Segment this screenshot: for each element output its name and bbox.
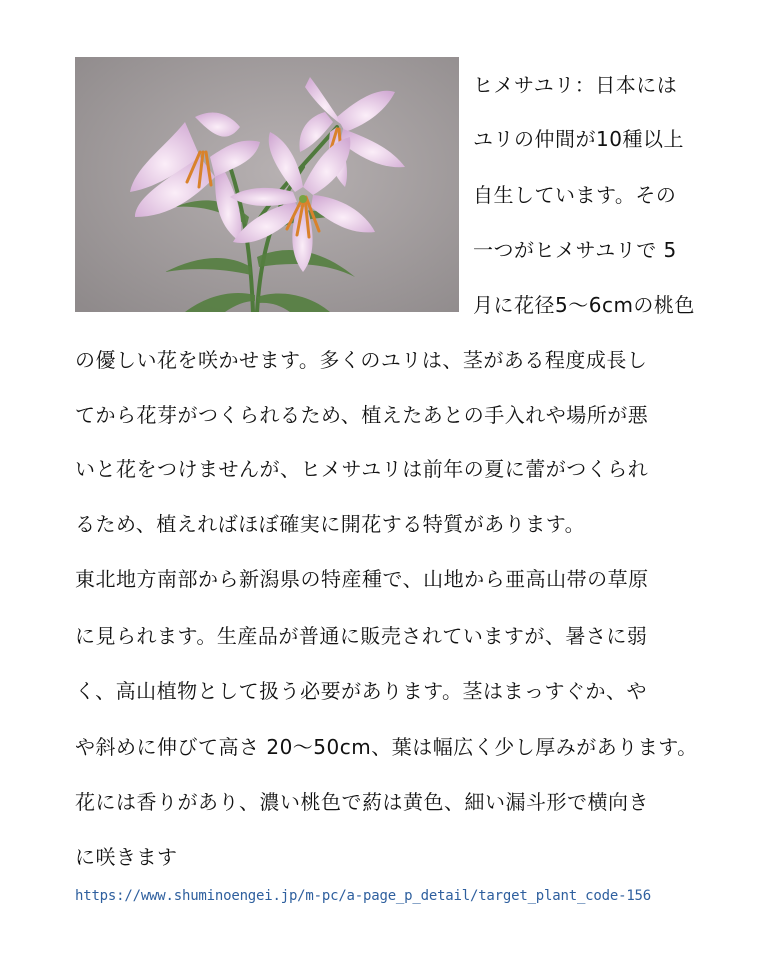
intro-line: ユリの仲間が10種以上: [473, 127, 684, 151]
body-line: いと花をつけませんが、ヒメサユリは前年の夏に蕾がつくられ: [75, 457, 649, 481]
body-line: の優しい花を咲かせます。多くのユリは、茎がある程度成長し: [75, 348, 648, 372]
body-line: や斜めに伸びて高さ 20～50cm、葉は幅広く少し厚みがあります。: [75, 735, 698, 759]
intro-line: 月に花径5～6cmの桃色: [473, 293, 695, 317]
intro-line: 一つがヒメサユリで 5: [473, 238, 677, 262]
body-line: るため、植えればほぼ確実に開花する特質があります。: [75, 512, 586, 536]
lily-photo: [75, 57, 459, 312]
body-line: に咲きます: [75, 845, 178, 869]
body-line: に見られます。生産品が普通に販売されていますが、暑さに弱: [75, 624, 648, 648]
body-line: てから花芽がつくられるため、植えたあとの手入れや場所が悪: [75, 403, 649, 427]
body-line: 東北地方南部から新潟県の特産種で、山地から亜高山帯の草原: [75, 567, 649, 591]
intro-line: 自生しています。その: [473, 183, 677, 207]
body-line: く、高山植物として扱う必要があります。茎はまっすぐか、や: [75, 679, 647, 703]
source-link[interactable]: https://www.shuminoengei.jp/m-pc/a-page_p_detail/target_plant_code-156: [75, 888, 652, 904]
intro-line: ヒメサユリ：日本には: [473, 73, 678, 97]
lily-flower-icon: [75, 57, 459, 312]
body-line: 花には香りがあり、濃い桃色で葯は黄色、細い漏斗形で横向き: [75, 790, 649, 814]
